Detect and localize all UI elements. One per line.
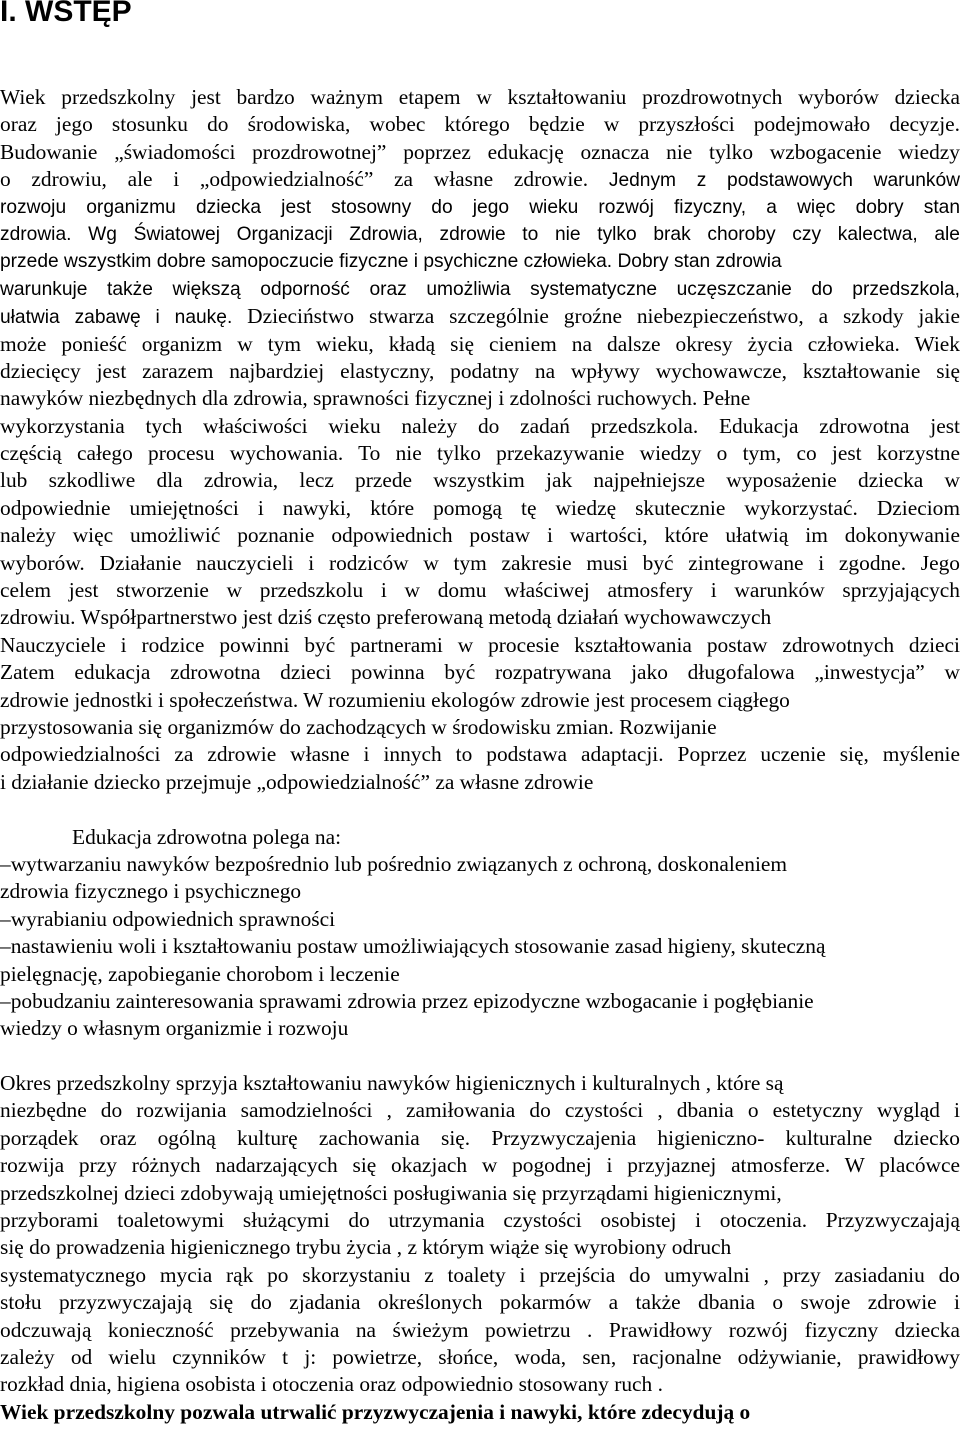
paragraph-line: wyborów. Działanie nauczycieli i rodziców w tym zakresie musi być zintegrowane i zgodne. Jego <box>0 550 960 575</box>
line-segment: przede wszystkim dobre samopoczucie fizyczne i psychiczne człowieka. <box>0 251 613 273</box>
paragraph-line: zdrowie jednostki i społeczeństwa. W rozumieniu ekologów zdrowie jest procesem ciągłego <box>0 687 790 712</box>
list-item: –nastawieniu woli i kształtowaniu postaw umożliwiających stosowanie zasad higieny, skuteczną <box>0 934 826 959</box>
paragraph-line: systematycznego mycia rąk po skorzystaniu z toalety i przejścia do umywalni , przy zasiadaniu do <box>0 1262 960 1287</box>
paragraph-line: częścią całego procesu wychowania. To nie tylko przekazywanie wiedzy o tym, co jest korzystne <box>0 441 960 466</box>
paragraph-line <box>0 166 960 193</box>
line-segment: Wg Światowej Organizacji Zdrowia, zdrowie to nie tylko brak choroby czy kalectwa, ale <box>88 223 960 245</box>
paragraph-line: Budowanie „świadomości prozdrowotnej” poprzez edukację oznacza nie tylko wzbogacenie wiedzy <box>0 139 960 164</box>
paragraph-line: rozwija przy różnych nadarzających się okazjach w pogodnej i przyjaznej atmosferze. W placówce <box>0 1153 960 1178</box>
line-segment: Jednym z podstawowych warunków <box>608 170 960 192</box>
list-item: –pobudzaniu zainteresowania sprawami zdrowia przez epizodyczne wzbogacanie i pogłębianie <box>0 988 814 1013</box>
line-segment: ułatwia zabawę i naukę. <box>0 307 233 329</box>
line-segment: Dzieciństwo stwarza szczególnie groźne niebezpieczeństwo, a szkody jakie <box>247 304 960 329</box>
list-item-continuation: pielęgnację, zapobieganie chorobom i leczenie <box>0 961 400 986</box>
paragraph-line: należy więc umożliwić poznanie odpowiednich postaw i wartości, które ułatwią im dokonywanie <box>0 523 960 548</box>
paragraph-line: się do prowadzenia higienicznego trybu życia , z którym wiąże się wyrobiony odruch <box>0 1235 732 1260</box>
paragraph-line: wykorzystania tych właściwości wieku należy do zadań przedszkola. Edukacja zdrowotna jest <box>0 413 960 438</box>
paragraph-line: i działanie dziecko przejmuje „odpowiedzialność” za własne zdrowie <box>0 769 594 794</box>
line-segment: o zdrowiu, ale i „odpowiedzialność” za własne zdrowie. <box>0 167 589 192</box>
list-item: –wyrabianiu odpowiednich sprawności <box>0 906 336 931</box>
list-item: –wytwarzaniu nawyków bezpośrednio lub pośrednio związanych z ochroną, doskonaleniem <box>0 851 788 876</box>
paragraph-line: Okres przedszkolny sprzyja kształtowaniu nawyków higienicznych i kulturalnych , które są <box>0 1071 784 1096</box>
paragraph-line: przedszkolnej dzieci zdobywają umiejętności posługiwania się przyrządami higienicznymi, <box>0 1180 782 1205</box>
paragraph-line: lub szkodliwe dla zdrowia, lecz przede wszystkim jak najpełniejsze wyposażenie dziecka w <box>0 468 960 493</box>
paragraph-line <box>0 248 960 275</box>
paragraph-line <box>0 221 960 248</box>
paragraph-line: warunkuje także większą odporność oraz umożliwia systematyczne uczęszczanie do przedszkola, <box>0 278 960 300</box>
paragraph-line: odpowiedzialności za zdrowie własne i innych to podstawa adaptacji. Poprzez uczenie się, myślenie <box>0 742 960 767</box>
paragraph-line: dziecięcy jest zarazem najbardziej elastyczny, podatny na wpływy wychowawcze, kształtowanie się <box>0 358 960 383</box>
paragraph-line: przystosowania się organizmów do zachodzących w środowisku zmian. Rozwijanie <box>0 714 717 739</box>
paragraph-line <box>0 303 960 330</box>
bold-paragraph-line: Wiek przedszkolny pozwala utrwalić przyzwyczajenia i nawyki, które zdecydują o <box>0 1399 751 1424</box>
list-item-continuation: zdrowia fizycznego i psychicznego <box>0 879 302 904</box>
list-item-continuation: wiedzy o własnym organizmie i rozwoju <box>0 1016 349 1041</box>
paragraph-line: stołu przyzwyczajają się do zjadania określonych pokarmów a także dbania o swoje zdrowie i <box>0 1290 960 1315</box>
paragraph-line: odczuwają konieczność przebywania na świeżym powietrzu . Prawidłowy rozwój fizyczny dziecka <box>0 1317 960 1342</box>
line-segment: zdrowia. <box>0 223 72 245</box>
line-segment: Dobry stan zdrowia <box>617 251 782 273</box>
paragraph-line: Wiek przedszkolny jest bardzo ważnym etapem w kształtowaniu prozdrowotnych wyborów dziecka <box>0 85 960 109</box>
paragraph-line: celem jest stworzenie w przedszkolu i w domu właściwej atmosfery i warunków sprzyjających <box>0 578 960 603</box>
paragraph-line: rozwoju organizmu dziecka jest stosowny do jego wieku rozwój fizyczny, a więc dobry stan <box>0 196 960 218</box>
paragraph-line: nawyków niezbędnych dla zdrowia, sprawności fizycznej i zdolności ruchowych. Pełne <box>0 386 751 411</box>
paragraph-line: oraz jego stosunku do środowiska, wobec którego będzie w przyszłości podejmowało decyzje. <box>0 112 960 137</box>
paragraph-line: Zatem edukacja zdrowotna dzieci powinna być rozpatrywana jako długofalowa „inwestycja” w <box>0 660 960 685</box>
list-intro: Edukacja zdrowotna polega na: <box>72 824 342 849</box>
paragraph-line: może ponieść organizm w tym wieku, kładą się cieniem na dalsze okresy życia człowieka. Wiek <box>0 331 960 356</box>
paragraph-line: zdrowiu. Współpartnerstwo jest dziś często preferowaną metodą działań wychowawczych <box>0 605 772 630</box>
paragraph-line: Nauczyciele i rodzice powinni być partnerami w procesie kształtowania postaw zdrowotnych dzieci <box>0 632 960 657</box>
paragraph-line: porządek oraz ogólną kulturę zachowania się. Przyzwyczajenia higieniczno- kulturalne dziecko <box>0 1125 960 1150</box>
paragraph-line: rozkład dnia, higiena osobista i otoczenia oraz odpowiednio stosowany ruch . <box>0 1372 663 1397</box>
paragraph-line: zależy od wielu czynników t j: powietrze, słońce, woda, sen, racjonalne odżywianie, prawidłowy <box>0 1344 960 1369</box>
document-body <box>0 84 960 1426</box>
paragraph-line: odpowiednie umiejętności i nawyki, które pomogą tę wiedzę skutecznie wykorzystać. Dzieciom <box>0 495 960 520</box>
paragraph-line: niezbędne do rozwijania samodzielności , zamiłowania do czystości , dbania o estetyczny wygląd i <box>0 1098 960 1123</box>
paragraph-line: przyborami toaletowymi służącymi do utrzymania czystości osobistej i otoczenia. Przyzwyczajają <box>0 1208 960 1233</box>
section-heading: I. WSTĘP <box>0 0 132 28</box>
